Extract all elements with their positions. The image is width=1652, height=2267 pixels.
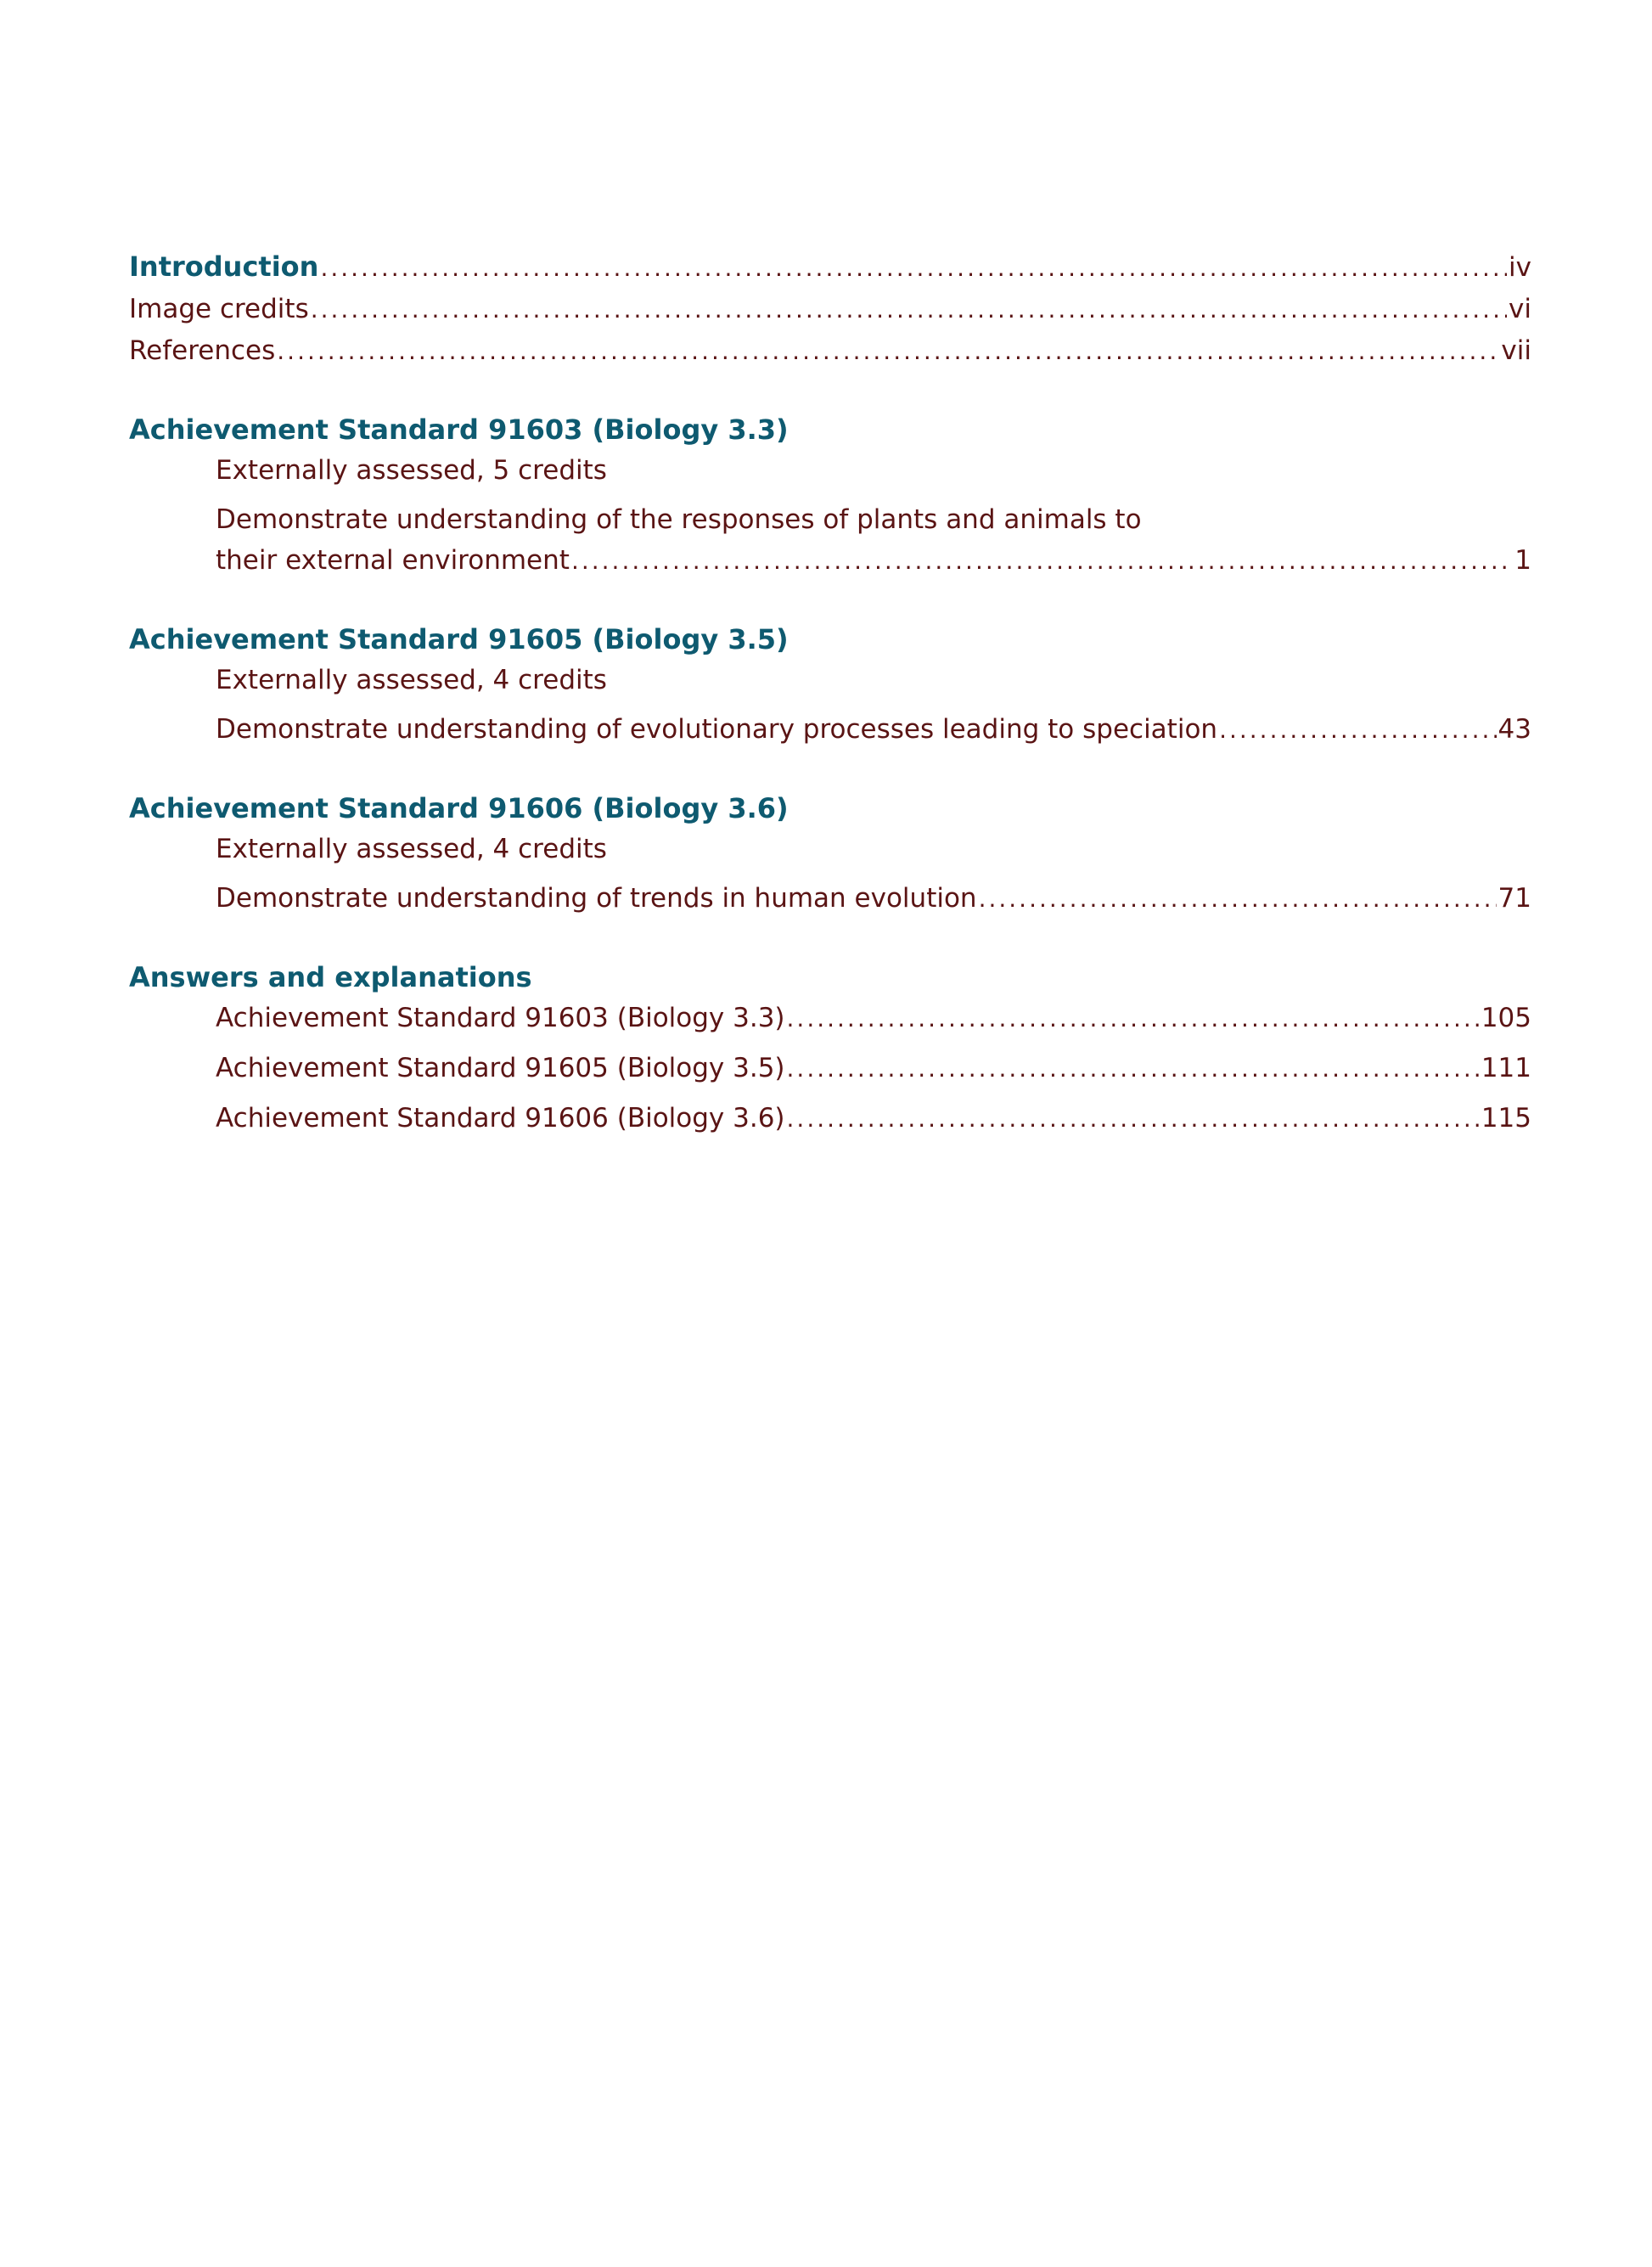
toc-entry-label: Image credits [129,294,309,324]
toc-entry-label: Achievement Standard 91603 (Biology 3.3) [216,1003,785,1033]
dot-leader [787,1049,1480,1089]
dot-leader [787,1099,1480,1139]
toc-entry-label: Introduction [129,250,319,283]
assessment-note: Externally assessed, 5 credits [216,455,607,486]
toc-entry-page: vii [1501,335,1531,366]
section-heading: Achievement Standard 91605 (Biology 3.5) [129,623,789,655]
section-heading: Achievement Standard 91606 (Biology 3.6) [129,792,789,824]
toc-entry-91606[interactable] [216,878,1531,920]
assessment-note: Externally assessed, 4 credits [216,665,607,695]
toc-entry-label: References [129,335,276,366]
toc-entry-answers-91605[interactable] [216,1048,1531,1089]
toc-entry-label: Achievement Standard 91606 (Biology 3.6) [216,1103,785,1134]
toc-entry-label-line1: Demonstrate understanding of the responses of plants and animals to [216,504,1142,535]
dot-leader [320,248,1507,289]
toc-entry-answers-91603[interactable] [216,998,1531,1039]
answers-heading: Answers and explanations [129,961,532,993]
assessment-note: Externally assessed, 4 credits [216,834,607,864]
toc-entry-label: Demonstrate understanding of trends in human evolution [216,883,977,914]
toc-entry-label-line2: their external environment [216,545,570,576]
toc-entry-page: 71 [1497,883,1531,914]
toc-entry-page: 115 [1481,1103,1531,1134]
toc-entry-page: 43 [1497,714,1531,745]
toc-entry-answers-91606[interactable] [216,1098,1531,1139]
toc-entry-label: Demonstrate understanding of evolutionary processes leading to speciation [216,714,1218,745]
toc-entry-page: 105 [1481,1003,1531,1033]
toc-entry-label: Achievement Standard 91605 (Biology 3.5) [216,1053,785,1083]
dot-leader [571,541,1513,582]
toc-entry-page: 111 [1481,1053,1531,1083]
toc-entry-references[interactable] [129,330,1531,372]
table-of-contents [129,246,1531,1139]
toc-entry-91605[interactable] [216,709,1531,751]
dot-leader [787,998,1480,1039]
toc-entry-page: 1 [1514,545,1531,576]
dot-leader [979,879,1497,920]
dot-leader [277,331,1499,372]
toc-entry-91603[interactable] [216,499,1531,582]
section-heading: Achievement Standard 91603 (Biology 3.3) [129,413,789,446]
toc-entry-page: vi [1509,294,1531,324]
dot-leader [1219,710,1496,751]
toc-entry-page: iv [1509,252,1531,283]
toc-entry-image-credits[interactable] [129,289,1531,330]
toc-entry-introduction[interactable] [129,246,1531,289]
dot-leader [311,290,1507,330]
